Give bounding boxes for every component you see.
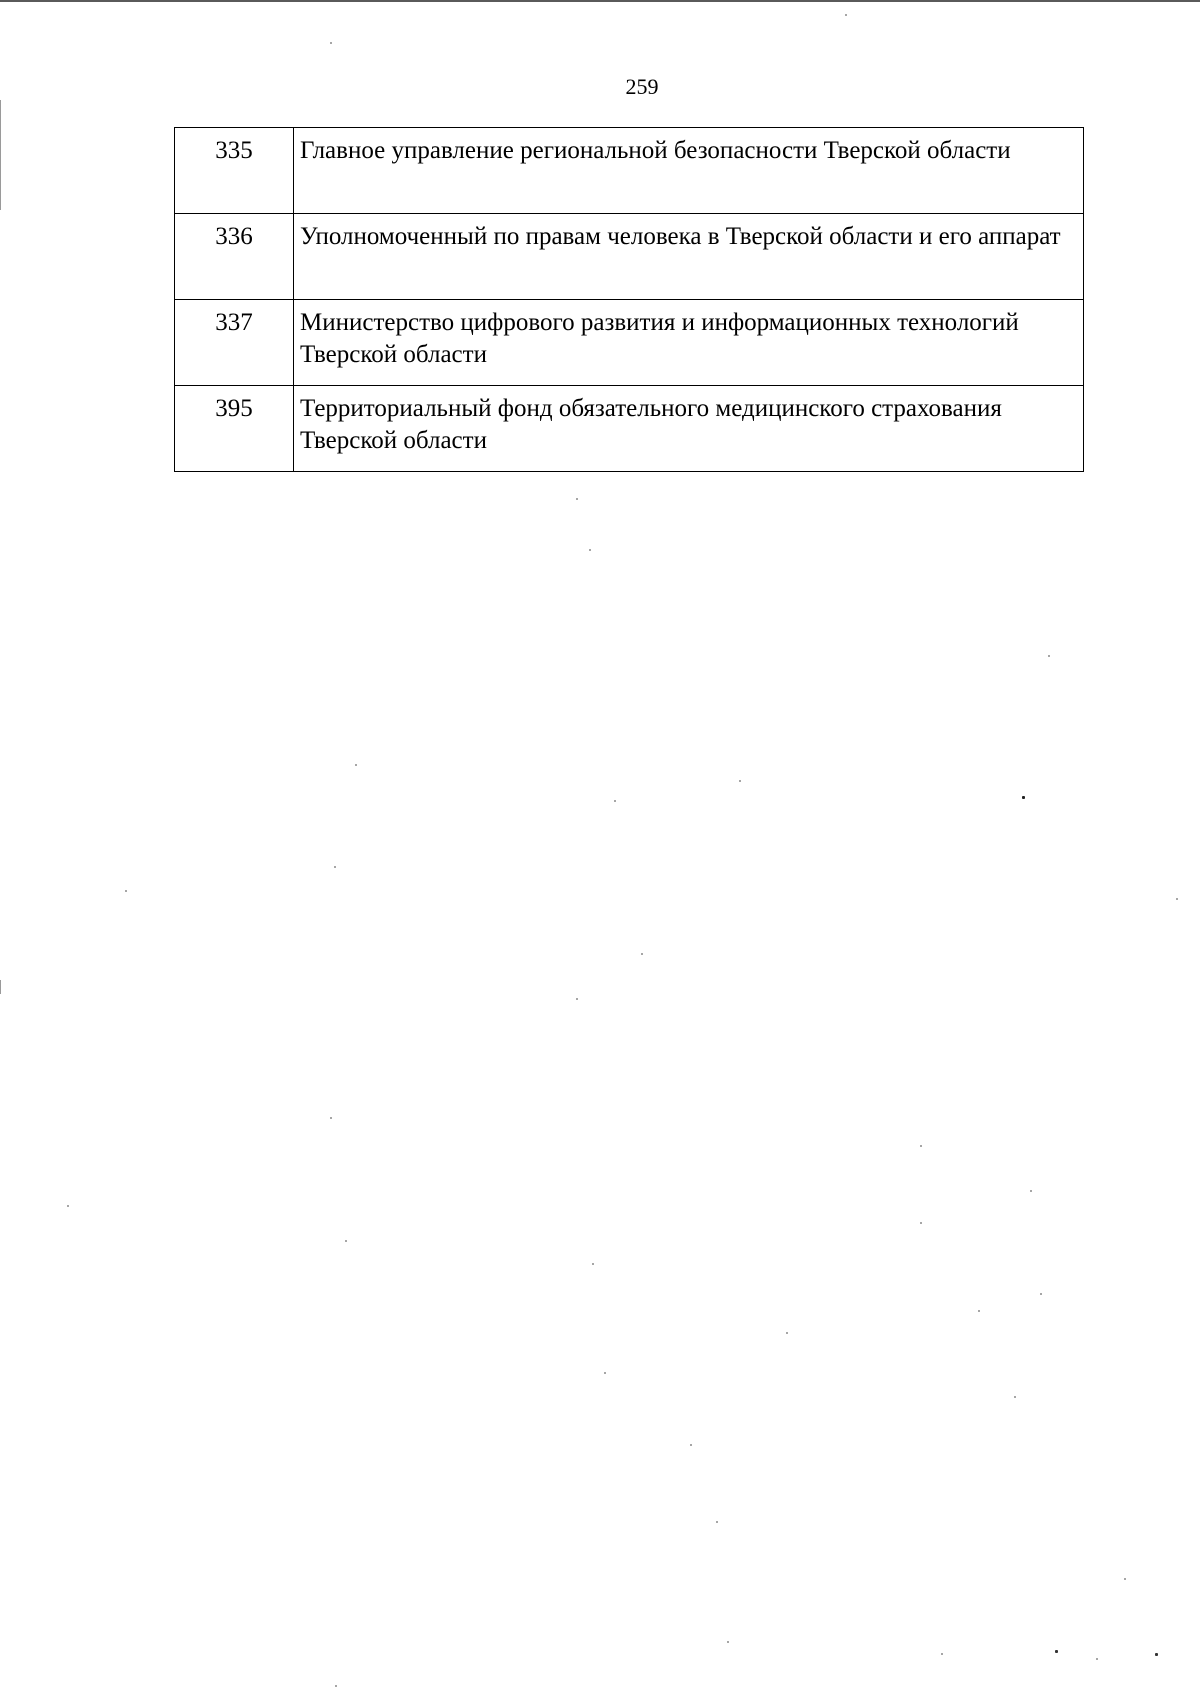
scan-speck <box>920 1145 922 1147</box>
agency-code-table <box>174 127 1084 472</box>
scan-speck <box>330 1117 332 1119</box>
agency-code: 336 <box>175 214 294 300</box>
agency-code: 395 <box>175 386 294 472</box>
scan-speck <box>1040 1293 1042 1295</box>
agency-name: Министерство цифрового развития и информационных технологий Тверской области <box>294 300 1084 386</box>
scan-speck <box>690 1444 692 1446</box>
scan-edge-left <box>0 100 1 210</box>
agency-name: Главное управление региональной безопасности Тверской области <box>294 128 1084 214</box>
scan-speck <box>345 1240 347 1242</box>
scan-edge-top <box>0 0 1200 2</box>
scan-speck <box>641 953 643 955</box>
scan-speck <box>941 1653 943 1655</box>
scan-edge-left <box>0 980 1 994</box>
scan-speck <box>604 1372 606 1374</box>
agency-name: Уполномоченный по правам человека в Тверской области и его аппарат <box>294 214 1084 300</box>
scan-speck <box>334 866 336 868</box>
scan-speck <box>576 498 578 500</box>
scan-speck <box>845 14 847 16</box>
scan-speck <box>739 780 741 782</box>
table-row <box>175 214 1084 300</box>
scan-speck <box>125 890 127 892</box>
table-row <box>175 128 1084 214</box>
scan-speck <box>727 1641 729 1643</box>
scan-speck <box>355 764 357 766</box>
scan-speck <box>1030 1190 1032 1192</box>
scan-speck <box>1055 1650 1058 1653</box>
scan-speck <box>1096 1658 1098 1660</box>
scan-speck <box>335 1685 337 1687</box>
scan-speck <box>614 800 616 802</box>
scan-speck <box>1048 655 1050 657</box>
scan-speck <box>920 1222 922 1224</box>
scan-speck <box>592 1263 594 1265</box>
scan-speck <box>716 1521 718 1523</box>
scan-speck <box>1176 898 1178 900</box>
scan-speck <box>67 1205 69 1207</box>
scan-speck <box>786 1332 788 1334</box>
agency-code: 335 <box>175 128 294 214</box>
scan-speck <box>1014 1396 1016 1398</box>
scan-speck <box>1124 1578 1126 1580</box>
page-number: 259 <box>625 74 659 99</box>
scan-speck <box>1155 1653 1158 1656</box>
agency-code: 337 <box>175 300 294 386</box>
agency-name: Территориальный фонд обязательного медицинского страхования Тверской области <box>294 386 1084 472</box>
scan-speck <box>330 42 332 44</box>
table-row <box>175 300 1084 386</box>
scan-speck <box>1022 796 1025 799</box>
scan-speck <box>576 998 578 1000</box>
table-row <box>175 386 1084 472</box>
scan-speck <box>589 549 591 551</box>
scan-speck <box>978 1310 980 1312</box>
